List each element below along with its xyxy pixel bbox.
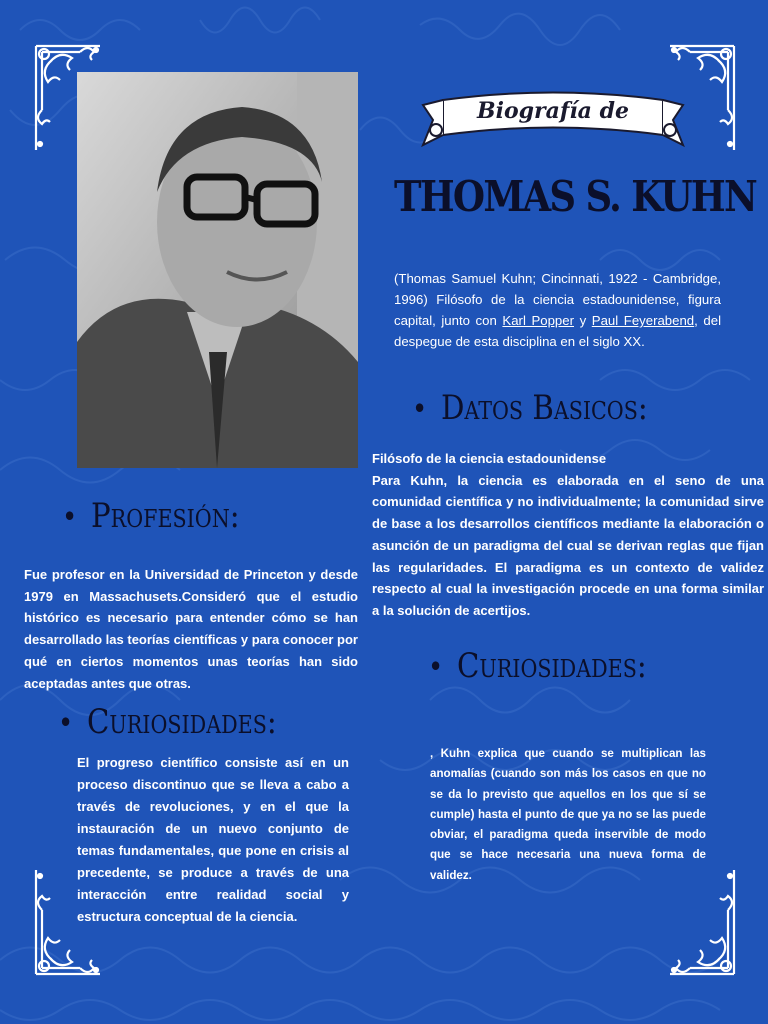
curiosidades-left-paragraph: El progreso científico consiste así en un proceso discontinuo que se lleva a cabo a través de revoluciones, y en el que la instauración de un nuevo conjunto de temas fundamentales, que pone en crisis al precedente, se produce a través de una interacción entre realidad social y estructura conceptual de la ciencia.: [77, 755, 349, 924]
intro-text: (Thomas Samuel Kuhn; Cincinnati, 1922 - Cambridge, 1996) Filósofo de la ciencia estadounidense, figura capital, junto con: [394, 271, 721, 328]
heading-curiosidades-right: [428, 646, 647, 686]
heading-text: Datos Basicos:: [440, 388, 648, 428]
biography-banner: [418, 90, 688, 160]
person-name: THOMAS S. KUHN: [394, 172, 756, 221]
heading-text: Profesión:: [90, 496, 240, 536]
curiosidades-right-paragraph: , Kuhn explica que cuando se multiplican las anomalías (cuando son más los casos en que no se da lo previsto que aquellos en los que sí se cumple) hasta el punto de que ya no se las puede obviar, el paradigma queda inservible de modo que se hace necesaria una nueva forma de validez.: [430, 747, 706, 882]
intro-paragraph: [394, 268, 721, 352]
heading-datos-basicos: [412, 388, 648, 428]
datos-paragraph: Para Kuhn, la ciencia es elaborada en el seno de una comunidad científica y no individualmente; la comunidad sirve de base a los desarrollos científicos mediante la elaboración o asunción de un paradigma del cual se derivan reglas que fijan las regularidades. El paradigma es un contexto de validez respecto al cual la investigación procede en una forma similar a la solución de acertijos.: [372, 472, 764, 618]
bullet-icon: •: [62, 500, 78, 535]
heading-profesion: [62, 496, 240, 536]
datos-line: Filósofo de la ciencia estadounidense: [372, 451, 607, 466]
curiosidades-left-text: [77, 752, 349, 928]
datos-basicos-text: [372, 448, 764, 622]
intro-text: , del despegue de esta disciplina en el siglo XX.: [394, 313, 722, 349]
banner-title: Biografía de: [477, 98, 629, 124]
profesion-paragraph: Fue profesor en la Universidad de Princeton y desde 1979 en Massachusets.Consideró que el estudio histórico es necesario para entender cómo se han desarrollado las teorías científicas y para conocer por qué en ciertos momentos unas teorías han sido aceptadas antes que otras.: [24, 567, 358, 691]
bullet-icon: •: [58, 706, 74, 741]
heading-text: Curiosidades:: [456, 646, 647, 686]
link-paul-feyerabend[interactable]: Paul Feyerabend: [591, 313, 695, 328]
bullet-icon: •: [428, 650, 444, 685]
heading-curiosidades-left: [58, 702, 277, 742]
bullet-icon: •: [412, 392, 428, 427]
curiosidades-right-text: [430, 744, 706, 886]
portrait-photo: [77, 72, 358, 468]
profesion-text: [24, 564, 358, 694]
link-karl-popper[interactable]: Karl Popper: [502, 313, 574, 328]
intro-text: y: [574, 313, 592, 328]
heading-text: Curiosidades:: [86, 702, 277, 742]
